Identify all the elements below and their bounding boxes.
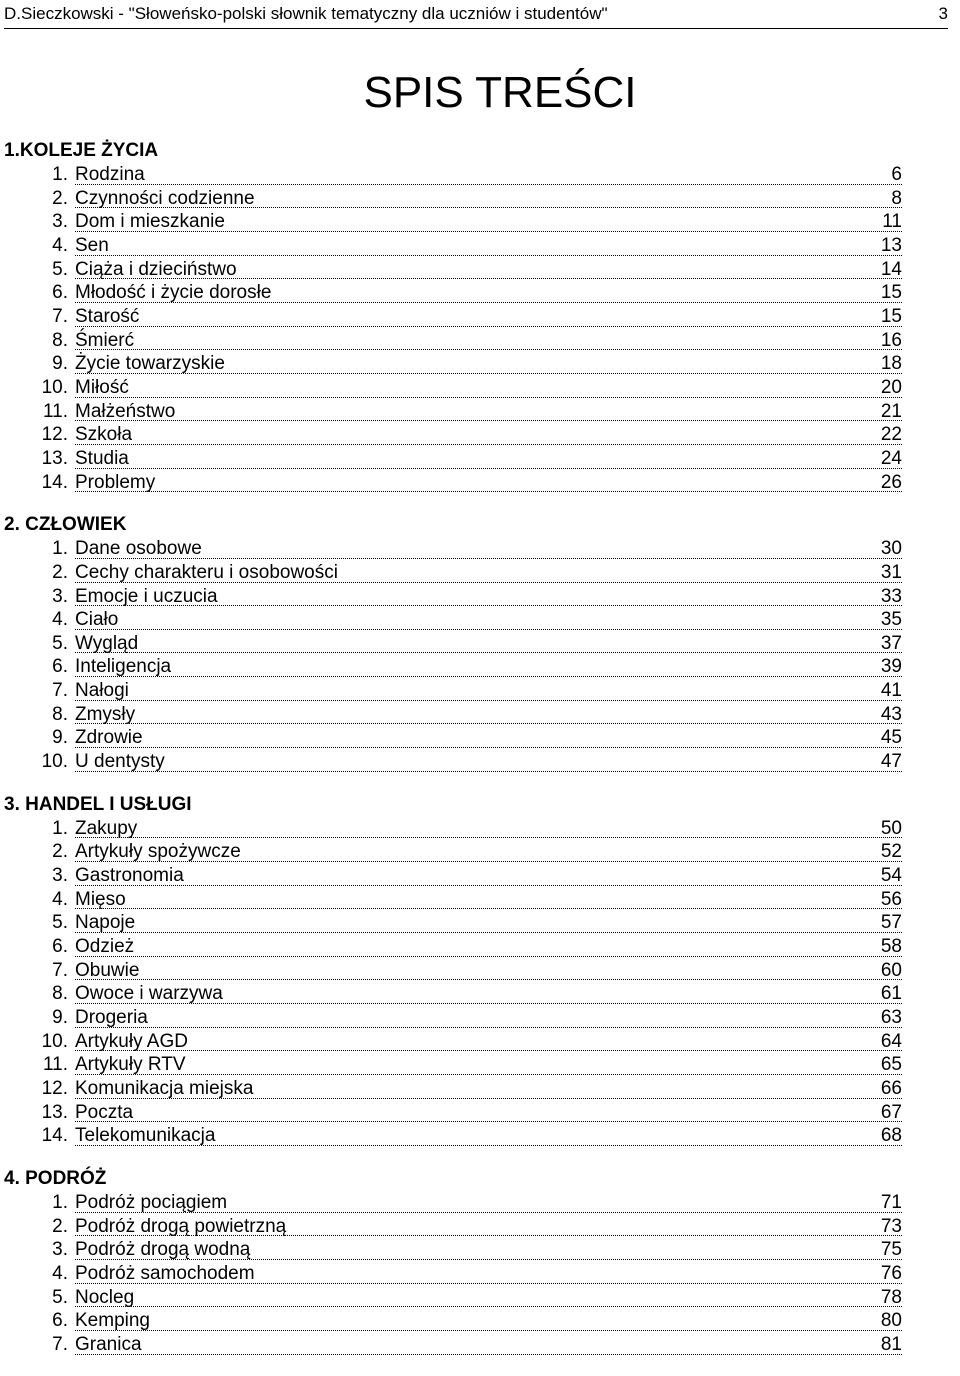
entry-label: Sen: [75, 234, 109, 256]
document-title: D.Sieczkowski - "Słoweńsko-polski słownik tematyczny dla uczniów i studentów": [4, 4, 608, 23]
entry-label: Zdrowie: [75, 727, 143, 749]
entry-leader-line: [75, 864, 902, 888]
toc-entry: [4, 1286, 902, 1310]
entry-label: Wygląd: [75, 632, 139, 654]
toc-entry: [4, 888, 902, 912]
page-title: SPIS TREŚCI: [363, 68, 637, 117]
entry-page-number: 80: [880, 1310, 902, 1332]
entry-leader-line: [75, 585, 902, 609]
entry-leader-line: [75, 750, 902, 774]
entry-leader-line: [75, 471, 902, 495]
entry-leader-line: [75, 281, 902, 305]
entry-number: 1.: [52, 1191, 68, 1213]
entry-label: Nocleg: [75, 1286, 135, 1308]
entry-leader-line: [75, 1030, 902, 1054]
entry-label: Kemping: [75, 1310, 150, 1332]
entry-leader-line: [75, 982, 902, 1006]
entry-page-number: 13: [880, 234, 902, 256]
entry-leader-line: [75, 655, 902, 679]
page-header: [4, 4, 948, 29]
entry-number: 11.: [42, 1054, 68, 1076]
toc-entry: [4, 959, 902, 983]
entry-leader-line: [75, 1124, 902, 1148]
entry-label: Artykuły AGD: [75, 1030, 188, 1052]
entry-leader-line: [75, 1262, 902, 1286]
toc-entry: [4, 1053, 902, 1077]
entry-label: Komunikacja miejska: [75, 1077, 254, 1099]
toc-section: [4, 793, 902, 1148]
entry-number: 2.: [52, 187, 68, 209]
entry-number: 1.: [52, 538, 68, 560]
entry-page-number: 8: [891, 187, 902, 209]
entry-number: 4.: [52, 1262, 68, 1284]
entry-leader-line: [75, 1077, 902, 1101]
section-title: 4. PODRÓŻ: [4, 1167, 107, 1189]
entry-number: 4.: [52, 888, 68, 910]
entry-number: 7.: [52, 1333, 68, 1355]
entry-leader-line: [75, 1286, 902, 1310]
entry-page-number: 33: [880, 585, 902, 607]
entry-leader-line: [75, 163, 902, 187]
entry-page-number: 41: [880, 680, 902, 702]
toc-entry: [4, 376, 902, 400]
entry-number: 3.: [52, 585, 68, 607]
entry-number: 11.: [42, 400, 68, 422]
entry-number: 3.: [52, 1239, 68, 1261]
entry-label: Emocje i uczucia: [75, 585, 218, 607]
entry-label: Mięso: [75, 888, 126, 910]
toc-entry: [4, 817, 902, 841]
entry-number: 13.: [41, 1101, 68, 1123]
entry-label: Szkoła: [75, 424, 133, 446]
entry-page-number: 65: [880, 1054, 902, 1076]
entry-number: 5.: [52, 258, 68, 280]
entry-number: 5.: [52, 1286, 68, 1308]
entry-label: Małżeństwo: [75, 400, 176, 422]
toc-entry: [4, 679, 902, 703]
entry-leader-line: [75, 632, 902, 656]
entry-leader-line: [75, 817, 902, 841]
toc-entry: [4, 210, 902, 234]
entry-number: 6.: [52, 656, 68, 678]
entry-label: Artykuły spożywcze: [75, 841, 241, 863]
entry-leader-line: [75, 352, 902, 376]
entry-number: 9.: [52, 353, 68, 375]
entry-number: 5.: [52, 912, 68, 934]
entry-label: Starość: [75, 305, 140, 327]
entry-number: 5.: [52, 632, 68, 654]
entry-number: 2.: [52, 561, 68, 583]
toc-section: [4, 139, 902, 494]
entry-label: Czynności codzienne: [75, 187, 255, 209]
entry-page-number: 61: [880, 983, 902, 1005]
entry-label: Problemy: [75, 471, 156, 493]
toc-entry: [4, 234, 902, 258]
toc-entry: [4, 447, 902, 471]
entry-leader-line: [75, 608, 902, 632]
entry-page-number: 43: [880, 703, 902, 725]
entry-number: 6.: [52, 1310, 68, 1332]
entry-leader-line: [75, 911, 902, 935]
toc-entry: [4, 281, 902, 305]
entry-label: Zmysły: [75, 703, 136, 725]
entry-page-number: 39: [880, 656, 902, 678]
entry-label: Artykuły RTV: [75, 1054, 186, 1076]
entry-page-number: 18: [880, 353, 902, 375]
entry-leader-line: [75, 537, 902, 561]
entry-label: Drogeria: [75, 1007, 148, 1028]
entry-label: Podróż pociągiem: [75, 1191, 228, 1213]
toc-entry: [4, 982, 902, 1006]
entry-page-number: 64: [880, 1030, 902, 1052]
entry-page-number: 20: [880, 376, 902, 398]
entry-label: Ciąża i dzieciństwo: [75, 258, 237, 280]
entry-page-number: 15: [880, 282, 902, 304]
entry-leader-line: [75, 888, 902, 912]
toc-entry: [4, 655, 902, 679]
entry-label: Podróż samochodem: [75, 1262, 255, 1284]
toc-entry: [4, 1191, 902, 1215]
toc-entry: [4, 1101, 902, 1125]
toc-entry: [4, 305, 902, 329]
toc-entry: [4, 471, 902, 495]
entry-label: Dane osobowe: [75, 538, 202, 560]
entry-page-number: 54: [880, 865, 902, 887]
toc-entry: [4, 1124, 902, 1148]
entry-label: Ciało: [75, 609, 119, 631]
entry-number: 2.: [52, 841, 68, 863]
entry-label: Miłość: [75, 376, 129, 398]
section-title: 1.KOLEJE ŻYCIA: [4, 140, 159, 161]
entry-leader-line: [75, 305, 902, 329]
entry-leader-line: [75, 703, 902, 727]
entry-leader-line: [75, 234, 902, 258]
toc-entry: [4, 935, 902, 959]
entry-page-number: 45: [880, 727, 902, 749]
entry-page-number: 60: [880, 959, 902, 981]
toc-entry: [4, 608, 902, 632]
entry-label: Owoce i warzywa: [75, 983, 223, 1005]
entry-page-number: 76: [880, 1262, 902, 1284]
entry-page-number: 78: [880, 1286, 902, 1308]
toc-entry: [4, 1030, 902, 1054]
toc-entry: [4, 258, 902, 282]
toc-section: [4, 513, 902, 774]
entry-number: 10.: [41, 376, 68, 398]
toc-entry: [4, 400, 902, 424]
entry-label: Rodzina: [75, 164, 145, 185]
entry-number: 6.: [52, 282, 68, 304]
entry-leader-line: [75, 376, 902, 400]
entry-label: Odzież: [75, 936, 135, 958]
entry-number: 3.: [52, 211, 68, 233]
entry-leader-line: [75, 1191, 902, 1215]
entry-number: 8.: [52, 329, 68, 351]
entry-leader-line: [75, 959, 902, 983]
entry-number: 2.: [52, 1215, 68, 1237]
entry-number: 10.: [41, 751, 68, 773]
entry-page-number: 35: [880, 609, 902, 631]
entry-label: Poczta: [75, 1101, 134, 1123]
entry-number: 10.: [41, 1030, 68, 1052]
toc-entry: [4, 840, 902, 864]
entry-label: Śmierć: [75, 329, 135, 351]
toc-entry: [4, 1077, 902, 1101]
entry-number: 7.: [52, 680, 68, 702]
entry-number: 8.: [52, 703, 68, 725]
entry-leader-line: [75, 1101, 902, 1125]
toc-entry: [4, 187, 902, 211]
entry-leader-line: [75, 1333, 902, 1357]
toc-entry: [4, 726, 902, 750]
page-number: 3: [938, 4, 948, 23]
entry-number: 8.: [52, 983, 68, 1005]
entry-page-number: 16: [880, 329, 902, 351]
toc-entry: [4, 163, 902, 187]
entry-leader-line: [75, 679, 902, 703]
entry-number: 12.: [41, 424, 68, 446]
entry-page-number: 21: [880, 400, 902, 422]
entry-leader-line: [75, 1309, 902, 1333]
entry-number: 7.: [52, 305, 68, 327]
entry-number: 3.: [52, 865, 68, 887]
entry-number: 4.: [52, 609, 68, 631]
entry-page-number: 73: [880, 1215, 902, 1237]
entry-label: Granica: [75, 1333, 142, 1355]
entry-number: 7.: [52, 959, 68, 981]
entry-leader-line: [75, 561, 902, 585]
entry-number: 4.: [52, 234, 68, 256]
entry-page-number: 75: [880, 1239, 902, 1261]
entry-page-number: 66: [880, 1077, 902, 1099]
entry-page-number: 47: [880, 751, 902, 773]
entry-leader-line: [75, 1238, 902, 1262]
toc-entry: [4, 1006, 902, 1030]
toc-entry: [4, 1215, 902, 1239]
toc-entry: [4, 585, 902, 609]
entry-leader-line: [75, 400, 902, 424]
entry-page-number: 67: [880, 1101, 902, 1123]
toc-entry: [4, 352, 902, 376]
toc-entry: [4, 1238, 902, 1262]
entry-label: Inteligencja: [75, 656, 172, 678]
entry-label: Obuwie: [75, 959, 140, 981]
section-title: 2. CZŁOWIEK: [4, 514, 127, 536]
entry-label: Podróż drogą powietrzną: [75, 1215, 287, 1237]
entry-leader-line: [75, 1215, 902, 1239]
toc-entry: [4, 1333, 902, 1357]
entry-number: 1.: [52, 164, 68, 185]
entry-label: Telekomunikacja: [75, 1125, 216, 1147]
entry-page-number: 71: [880, 1191, 902, 1213]
section-title: 3. HANDEL I USŁUGI: [4, 793, 192, 815]
entry-page-number: 56: [880, 888, 902, 910]
entry-page-number: 68: [880, 1125, 902, 1147]
toc-entry: [4, 703, 902, 727]
entry-label: Życie towarzyskie: [75, 353, 225, 375]
entry-number: 13.: [41, 447, 68, 469]
entry-page-number: 30: [880, 538, 902, 560]
entry-number: 1.: [52, 817, 68, 839]
entry-number: 14.: [41, 471, 68, 493]
entry-leader-line: [75, 187, 902, 211]
entry-number: 12.: [41, 1077, 68, 1099]
entry-label: Studia: [75, 447, 129, 469]
entry-label: Nałogi: [75, 680, 129, 702]
entry-label: Cechy charakteru i osobowości: [75, 561, 338, 583]
entry-leader-line: [75, 1053, 902, 1077]
entry-page-number: 50: [880, 817, 902, 839]
entry-number: 14.: [41, 1125, 68, 1147]
entry-leader-line: [75, 258, 902, 282]
entry-label: Zakupy: [75, 817, 138, 839]
toc-section: [4, 1167, 902, 1357]
entry-number: 6.: [52, 936, 68, 958]
entry-page-number: 58: [880, 936, 902, 958]
toc-entry: [4, 632, 902, 656]
entry-page-number: 37: [880, 632, 902, 654]
toc-entry: [4, 423, 902, 447]
entry-number: 9.: [52, 727, 68, 749]
entry-page-number: 22: [880, 424, 902, 446]
toc-entry: [4, 561, 902, 585]
entry-leader-line: [75, 423, 902, 447]
entry-leader-line: [75, 935, 902, 959]
entry-leader-line: [75, 840, 902, 864]
entry-label: Podróż drogą wodną: [75, 1239, 251, 1261]
toc-entry: [4, 1262, 902, 1286]
toc-entry: [4, 537, 902, 561]
entry-page-number: 15: [880, 305, 902, 327]
entry-page-number: 6: [891, 164, 902, 185]
entry-page-number: 24: [880, 447, 902, 469]
toc-entry: [4, 329, 902, 353]
entry-leader-line: [75, 1006, 902, 1030]
toc-entry: [4, 911, 902, 935]
entry-leader-line: [75, 726, 902, 750]
entry-page-number: 31: [880, 561, 902, 583]
entry-label: U dentysty: [75, 751, 165, 773]
toc-entry: [4, 750, 902, 774]
entry-label: Gastronomia: [75, 865, 184, 887]
entry-page-number: 26: [880, 471, 902, 493]
entry-label: Napoje: [75, 912, 136, 934]
entry-page-number: 57: [880, 912, 902, 934]
entry-page-number: 81: [880, 1333, 902, 1355]
toc-entry: [4, 864, 902, 888]
toc-entry: [4, 1309, 902, 1333]
entry-page-number: 14: [880, 258, 902, 280]
entry-page-number: 52: [880, 841, 902, 863]
entry-number: 9.: [52, 1007, 68, 1028]
entry-leader-line: [75, 210, 902, 234]
entry-page-number: 63: [880, 1007, 902, 1028]
entry-leader-line: [75, 447, 902, 471]
entry-label: Młodość i życie dorosłe: [75, 282, 272, 304]
table-of-contents: [4, 139, 902, 1376]
entry-leader-line: [75, 329, 902, 353]
entry-page-number: 11: [882, 211, 902, 233]
entry-label: Dom i mieszkanie: [75, 211, 225, 233]
